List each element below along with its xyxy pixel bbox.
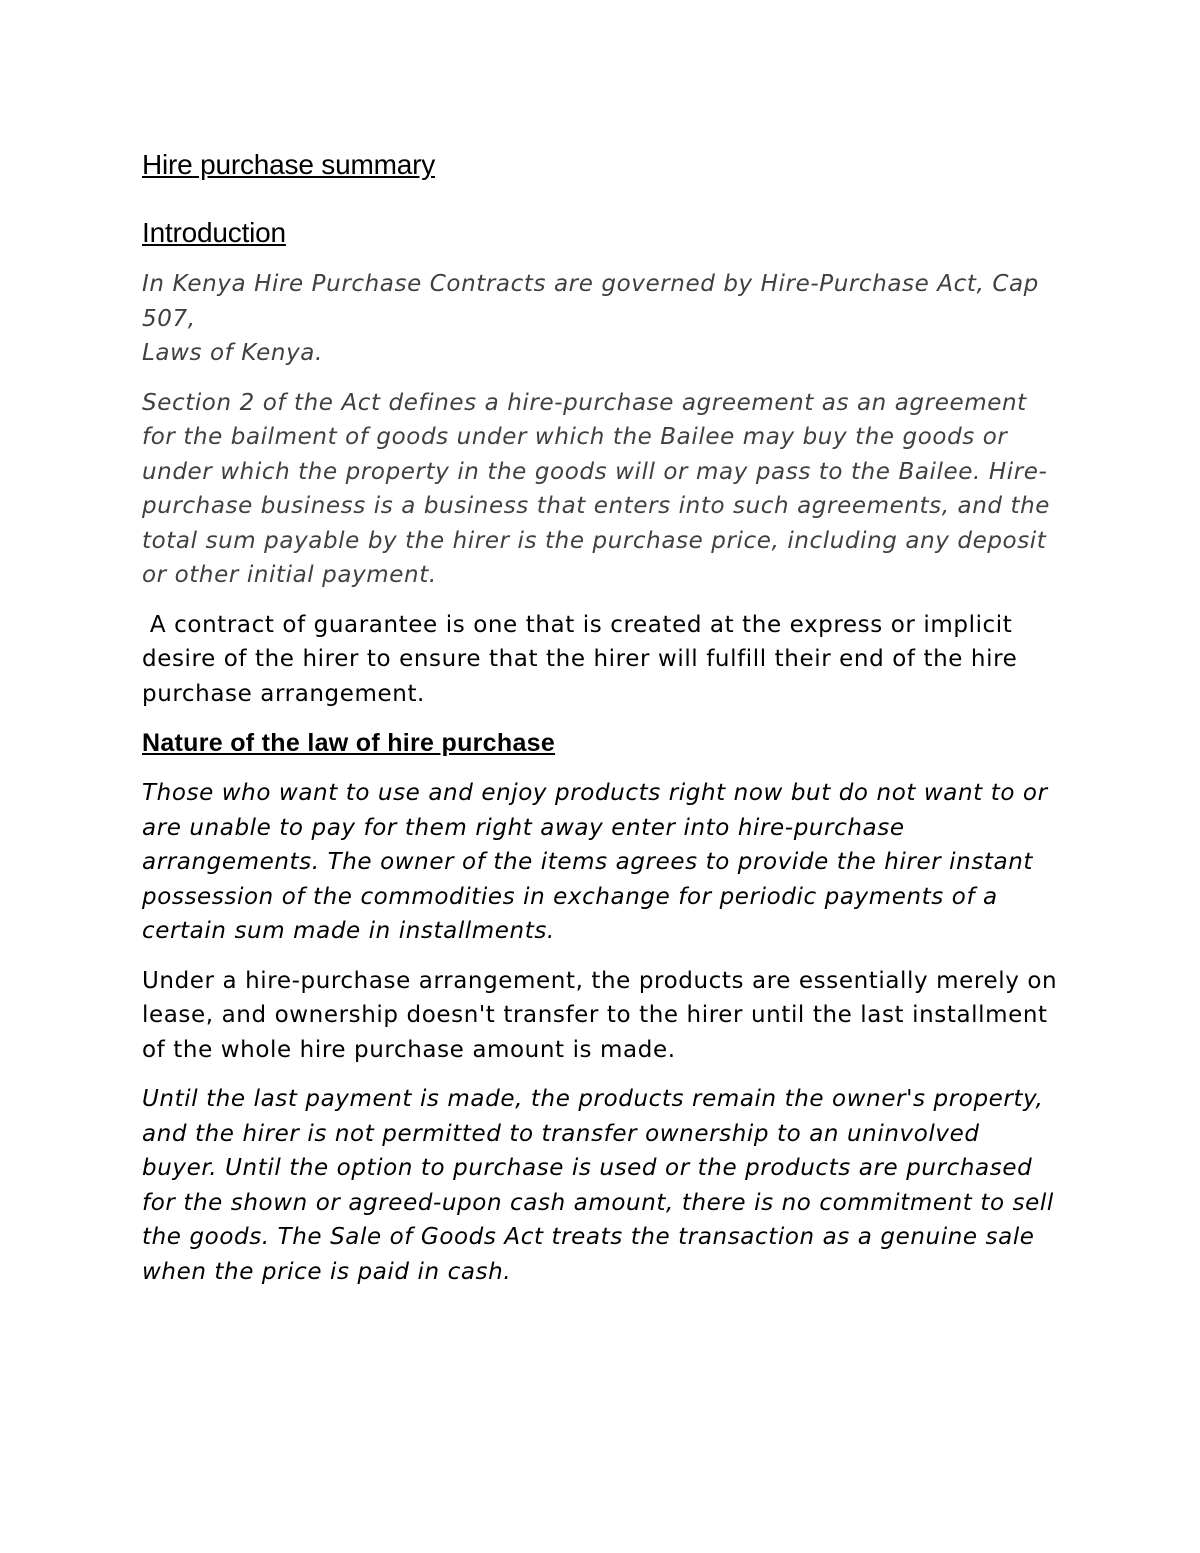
document-body bbox=[142, 145, 1062, 1304]
intro-paragraph-line-1: In Kenya Hire Purchase Contracts are governed by Hire-Purchase Act, Cap 507, bbox=[142, 271, 1039, 332]
intro-paragraph bbox=[142, 267, 1062, 371]
intro-paragraph-line-2: Laws of Kenya. bbox=[142, 340, 323, 366]
section-2-paragraph: Section 2 of the Act defines a hire-purchase agreement as an agreement for the bailment of goods under which the Bailee may buy the goods or under which the property in the goods will or may pass to the Bailee. Hire-purchase business is a business that enters into such agreements, and the total sum payable by the hirer is the purchase price, including any deposit or other initial payment. bbox=[142, 389, 1051, 588]
introduction-heading: Introduction bbox=[142, 217, 286, 248]
nature-paragraph-3: Until the last payment is made, the products remain the owner's property, and the hirer is not permitted to transfer ownership to an uninvolved buyer. Until the option to purchase is used or the products are purchased for the shown or agreed-upon cash amount, there is no commitment to sell the goods. The Sale of Goods Act treats the transaction as a genuine sale when the price is paid in cash. bbox=[142, 1086, 1054, 1285]
document-title: Hire purchase summary bbox=[142, 149, 435, 180]
guarantee-paragraph: A contract of guarantee is one that is created at the express or implicit desire of the hirer to ensure that the hirer will fulfill their end of the hire purchase arrangement. bbox=[142, 611, 1026, 707]
nature-heading: Nature of the law of hire purchase bbox=[142, 729, 556, 757]
nature-paragraph-1: Those who want to use and enjoy products right now but do not want to or are unable to pay for them right away enter into hire-purchase arrangements. The owner of the items agrees to provide the hirer instant possession of the commodities in exchange for periodic payments of a certain sum made in installments. bbox=[142, 780, 1048, 944]
nature-paragraph-2: Under a hire-purchase arrangement, the products are essentially merely on lease, and ownership doesn't transfer to the hirer until the last installment of the whole hire purchase amount is made. bbox=[142, 967, 1058, 1063]
